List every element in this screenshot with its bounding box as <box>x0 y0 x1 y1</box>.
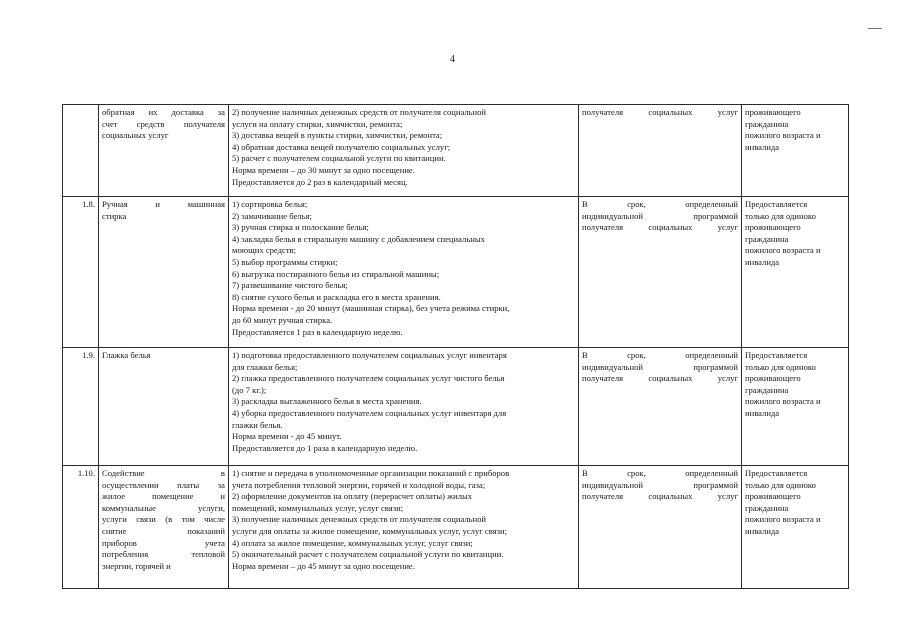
text-line: Норма времени - до 20 минут (машинная стирка), без учета режима стирки, <box>232 303 510 314</box>
text-line: проживающего <box>745 491 801 502</box>
text-line: 3) доставка вещей в пункты стирки, химчистки, ремонта; <box>232 130 443 141</box>
text-line: гражданина <box>745 502 789 513</box>
service-term <box>579 466 742 589</box>
text-line: Ручная и машинная <box>102 199 225 209</box>
text-line: 1) подготовка предоставленного получателем социальных услуг инвентаря <box>232 350 507 360</box>
table-row <box>63 105 849 197</box>
text-line: Предоставляется до 2 раз в календарный месяц. <box>232 176 408 187</box>
service-name <box>99 105 229 197</box>
text-line: услуги на оплату стирки, химчистки, ремонта; <box>232 118 403 129</box>
text-line: Предоставляется <box>745 199 808 209</box>
text-line: индивидуальной программой <box>582 479 738 490</box>
text-line: потребления тепловой <box>102 549 225 560</box>
text-line: 1) снятие и передача в уполномоченные организации показаний с приборов <box>232 468 510 478</box>
text-line: 4) уборка предоставленного получателем социальных услуг инвентаря для <box>232 407 507 418</box>
service-term <box>579 348 742 466</box>
scan-mark <box>868 28 882 29</box>
text-line: Предоставляется <box>745 468 808 478</box>
text-line: 4) закладка белья в стиральную машину с добавлением специальных <box>232 233 485 244</box>
text-line: В срок, определенный <box>582 350 738 360</box>
service-content <box>229 466 579 589</box>
text-line: 2) глажка предоставленного получателем социальных услуг чистого белья <box>232 373 505 384</box>
row-number: 1.10. <box>63 466 99 589</box>
text-line: коммунальные услуги, <box>102 502 225 513</box>
text-line: обратная их доставка за <box>102 107 225 117</box>
text-line: социальных услуг <box>102 130 169 141</box>
row-number: 1.9. <box>63 348 99 466</box>
text-line: Содействие в <box>102 468 225 478</box>
text-line: (до 7 кг.); <box>232 384 267 395</box>
row-number: 1.8. <box>63 197 99 348</box>
text-line: помещений, коммунальных услуг, услуг связи; <box>232 502 404 513</box>
text-line: Предоставляется <box>745 350 808 360</box>
text-line: инвалида <box>745 141 780 152</box>
text-line: только для одиноко <box>745 361 816 372</box>
text-line: 2) замачивание белья; <box>232 210 312 221</box>
service-name <box>99 348 229 466</box>
text-line: 4) оплата за жилое помещение, коммунальных услуг, услуг связи; <box>232 537 473 548</box>
text-line: гражданина <box>745 384 789 395</box>
text-line: глажки белья. <box>232 419 283 430</box>
service-name <box>99 466 229 589</box>
service-condition <box>742 197 849 348</box>
text-line: услуги для оплаты за жилое помещение, коммунальных услуг, услуг связи; <box>232 525 508 536</box>
text-line: 2) получение наличных денежных средств от получателя социальной <box>232 107 487 117</box>
text-line: 4) обратная доставка вещей получателю социальных услуг; <box>232 141 451 152</box>
service-content <box>229 348 579 466</box>
table-row <box>63 466 849 589</box>
text-line: 3) раскладка выглаженного белья в места хранения. <box>232 396 422 407</box>
text-line: пожилого возраста и <box>745 245 821 256</box>
text-line: только для одиноко <box>745 210 816 221</box>
text-line: жилое помещение и <box>102 491 225 502</box>
text-line: энергии, горячей и <box>102 560 171 571</box>
text-line: 6) выгрузка постиранного белья из стиральной машины; <box>232 268 440 279</box>
text-line: инвалида <box>745 525 780 536</box>
text-line: Глажка белья <box>102 350 151 360</box>
text-line: пожилого возраста и <box>745 514 821 525</box>
text-line: Норма времени – до 45 минут за одно посещение. <box>232 560 415 571</box>
service-condition <box>742 466 849 589</box>
text-line: для глажки белья; <box>232 361 298 372</box>
table-row <box>63 348 849 466</box>
service-content <box>229 105 579 197</box>
text-line: счет средств получателя <box>102 118 225 129</box>
text-line: только для одиноко <box>745 479 816 490</box>
text-line: 2) оформление документов на оплату (перерасчет оплаты) жилых <box>232 491 473 502</box>
text-line: Норма времени – до 30 минут за одно посещение. <box>232 164 415 175</box>
text-line: получателя социальных услуг <box>582 373 738 384</box>
service-condition <box>742 348 849 466</box>
service-condition <box>742 105 849 197</box>
text-line: индивидуальной программой <box>582 210 738 221</box>
text-line: индивидуальной программой <box>582 361 738 372</box>
text-line: 8) снятие сухого белья и раскладка его в места хранения. <box>232 291 441 302</box>
service-term <box>579 197 742 348</box>
text-line: 3) получение наличных денежных средств от получателя социальной <box>232 514 487 525</box>
text-line: стирка <box>102 210 127 221</box>
text-line: гражданина <box>745 233 789 244</box>
text-line: 5) расчет с получателем социальной услуги по квитанции. <box>232 153 446 164</box>
text-line: пожилого возраста и <box>745 396 821 407</box>
text-line: осуществлении платы за <box>102 479 225 490</box>
page-number: 4 <box>450 54 455 65</box>
text-line: услуги связи (в том числе <box>102 514 225 525</box>
text-line: Предоставляется 1 раз в календарную неделю. <box>232 326 403 337</box>
text-line: пожилого возраста и <box>745 130 821 141</box>
text-line: Предоставляется до 1 раза в календарную неделю. <box>232 442 418 453</box>
text-line: 1) сортировка белья; <box>232 199 308 209</box>
text-line: В срок, определенный <box>582 468 738 478</box>
service-term <box>579 105 742 197</box>
text-line: приборов учета <box>102 537 225 548</box>
text-line: проживающего <box>745 222 801 233</box>
text-line: получателя социальных услуг <box>582 222 738 233</box>
table-body <box>63 105 849 589</box>
text-line: Норма времени - до 45 минут. <box>232 431 342 442</box>
text-line: гражданина <box>745 118 789 129</box>
text-line: 5) окончательный расчет с получателем социальной услуги по квитанции. <box>232 549 504 560</box>
text-line: инвалида <box>745 256 780 267</box>
text-line: В срок, определенный <box>582 199 738 209</box>
text-line: 5) выбор программы стирки; <box>232 256 338 267</box>
text-line: инвалида <box>745 407 780 418</box>
services-table <box>62 104 849 589</box>
text-line: 3) ручная стирка и полоскание белья; <box>232 222 369 233</box>
text-line: проживающего <box>745 373 801 384</box>
row-number <box>63 105 99 197</box>
text-line: получателя социальных услуг <box>582 107 738 117</box>
text-line: моющих средств; <box>232 245 297 256</box>
text-line: проживающего <box>745 107 801 117</box>
text-line: учета потребления тепловой энергии, горячей и холодной воды, газа; <box>232 479 486 490</box>
table-row <box>63 197 849 348</box>
service-content <box>229 197 579 348</box>
text-line: до 60 минут ручная стирка. <box>232 314 333 325</box>
service-name <box>99 197 229 348</box>
text-line: снятие показаний <box>102 525 225 536</box>
text-line: получателя социальных услуг <box>582 491 738 502</box>
text-line: 7) развешивание чистого белья; <box>232 280 348 291</box>
